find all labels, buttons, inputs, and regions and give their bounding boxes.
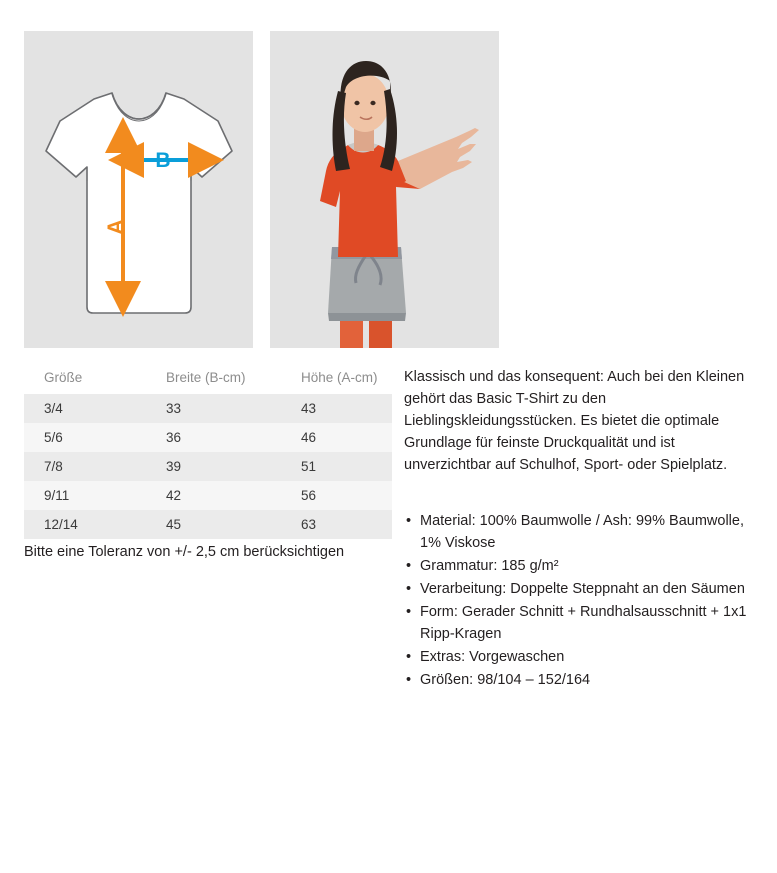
cell-size: 12/14 [44, 517, 78, 532]
cell-size: 9/11 [44, 488, 70, 503]
cell-size: 5/6 [44, 430, 63, 445]
shirt-diagram-svg [24, 31, 253, 348]
cell-height: 46 [301, 430, 317, 445]
tolerance-note: Bitte eine Toleranz von +/- 2,5 cm berücksichtigen [24, 544, 345, 560]
cell-height: 51 [301, 459, 317, 474]
column-header-width: Breite (B-cm) [166, 370, 246, 385]
model-skirt [328, 247, 406, 321]
cell-width: 45 [166, 517, 182, 532]
table-row [24, 423, 392, 452]
tshirt-outline [46, 93, 232, 313]
list-item: • Verarbeitung: Doppelte Steppnaht an den Säumen [404, 578, 756, 600]
table-header-row [24, 366, 392, 394]
list-item: • Extras: Vorgewaschen [404, 646, 756, 668]
shirt-diagram-panel [24, 31, 253, 348]
cell-width: 33 [166, 401, 182, 416]
height-label: A [103, 219, 128, 235]
cell-height: 43 [301, 401, 317, 416]
cell-height: 63 [301, 517, 317, 532]
column-header-height: Höhe (A-cm) [301, 370, 378, 385]
model-photo-svg [270, 31, 499, 348]
cell-width: 36 [166, 430, 182, 445]
list-item: • Form: Gerader Schnitt + Rundhalsausschnitt + 1x1 Ripp-Kragen [404, 601, 756, 645]
product-feature-list [404, 510, 756, 692]
column-header-size: Größe [44, 370, 83, 385]
width-label: B [155, 149, 171, 172]
table-row [24, 510, 392, 539]
list-item: • Grammatur: 185 g/m² [404, 555, 756, 577]
list-item: • Größen: 98/104 – 152/164 [404, 669, 756, 691]
size-table [24, 366, 392, 539]
list-item: • Material: 100% Baumwolle / Ash: 99% Baumwolle, 1% Viskose [404, 510, 756, 554]
cell-size: 3/4 [44, 401, 63, 416]
table-row [24, 394, 392, 423]
cell-width: 39 [166, 459, 182, 474]
table-row [24, 481, 392, 510]
cell-height: 56 [301, 488, 317, 503]
cell-width: 42 [166, 488, 182, 503]
product-description: Klassisch und das konsequent: Auch bei den Kleinen gehört das Basic T-Shirt zu den Lieblingskleidungsstücken. Es bietet die optimale Grundlage für feinste Druckqualität und ist unverzichtbar auf Schulhof, Sport- oder Spielplatz. [404, 369, 745, 474]
cell-size: 7/8 [44, 459, 63, 474]
table-row [24, 452, 392, 481]
model-photo-panel [270, 31, 499, 348]
